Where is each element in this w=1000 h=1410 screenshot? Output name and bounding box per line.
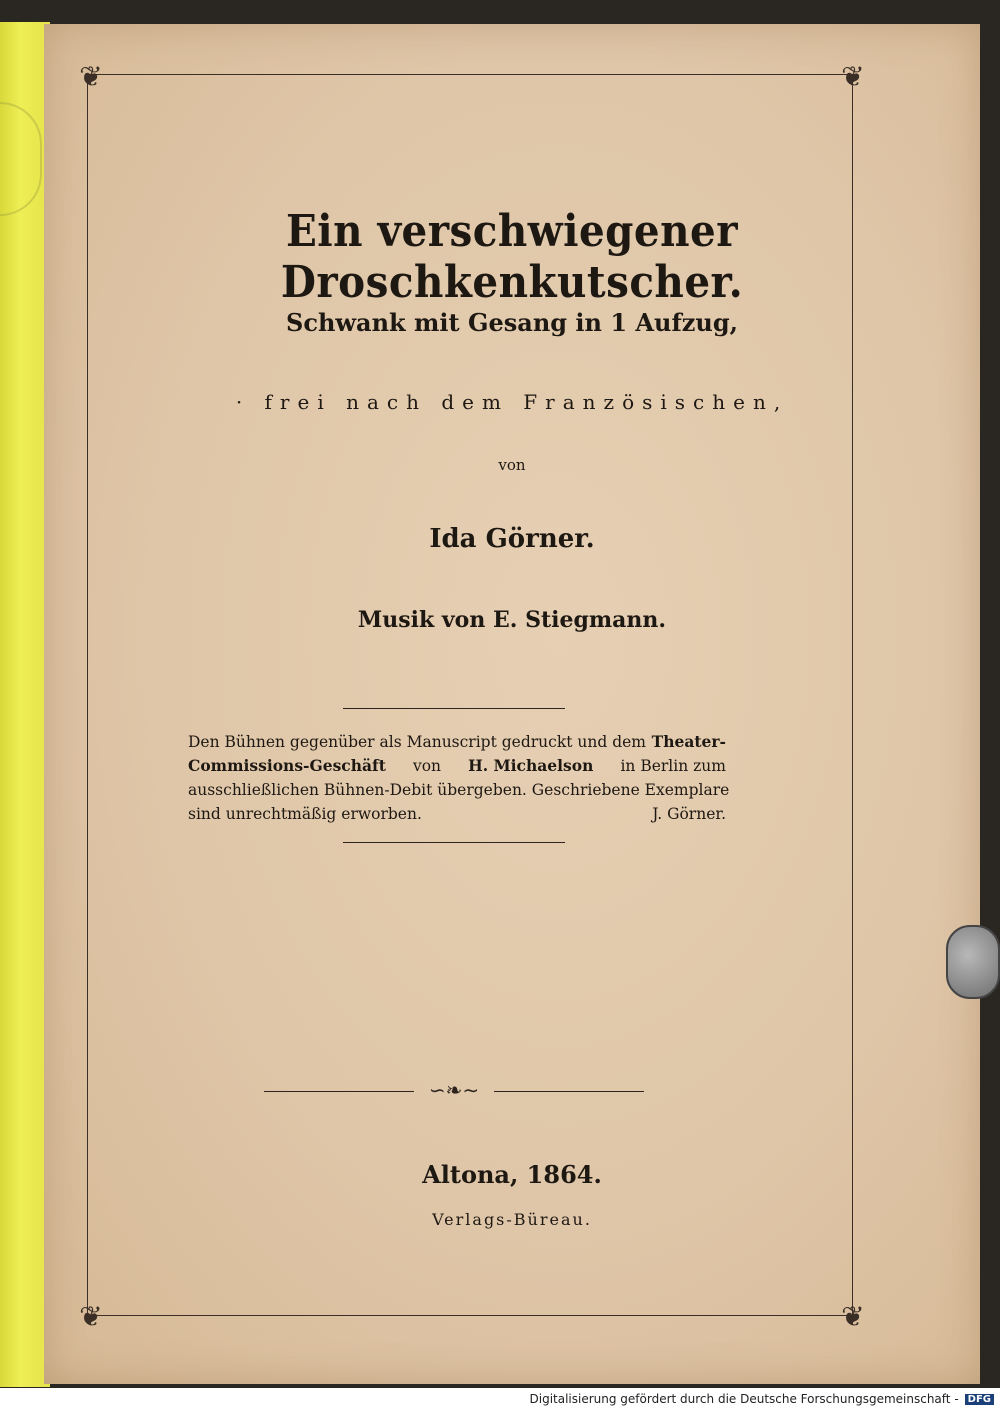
play-title: Ein verschwiegener Droschkenkutscher. bbox=[280, 206, 744, 308]
notice-text: Den Bühnen gegenüber als Manuscript gedruckt und dem bbox=[188, 733, 646, 751]
corner-ornament-icon: ❦ bbox=[841, 1300, 865, 1333]
rights-notice bbox=[188, 730, 730, 826]
notice-text: von bbox=[412, 757, 442, 775]
flourish-icon: ∽❧∼ bbox=[428, 1078, 480, 1102]
notice-line bbox=[188, 730, 726, 754]
notice-emphasis: H. Michaelson bbox=[468, 756, 594, 775]
notice-emphasis: Theater- bbox=[651, 732, 726, 751]
notice-line bbox=[188, 802, 726, 826]
play-subtitle: Schwank mit Gesang in 1 Aufzug, bbox=[286, 308, 738, 337]
ornamental-divider bbox=[264, 1078, 644, 1102]
corner-ornament-icon: ❦ bbox=[79, 60, 103, 93]
place-and-year: Altona, 1864. bbox=[422, 1160, 602, 1189]
page-tab-marker bbox=[946, 925, 1000, 999]
adaptation-note: · frei nach dem Französischen, bbox=[235, 390, 789, 414]
divider-bottom bbox=[343, 842, 565, 843]
music-credit: Musik von E. Stiegmann. bbox=[357, 607, 667, 633]
notice-text: ausschließlichen Bühnen-Debit übergeben. Geschriebene Exemplare bbox=[188, 781, 730, 799]
notice-line bbox=[188, 778, 730, 802]
title-page bbox=[44, 24, 980, 1384]
notice-text: in Berlin zum bbox=[620, 757, 726, 775]
notice-emphasis: Commissions-Geschäft bbox=[188, 756, 386, 775]
footer-credit: Digitalisierung gefördert durch die Deutsche Forschungsgemeinschaft - bbox=[529, 1392, 959, 1406]
notice-line bbox=[188, 754, 726, 778]
dfg-logo-icon: DFG bbox=[965, 1394, 994, 1405]
digitization-footer bbox=[0, 1388, 1000, 1410]
corner-ornament-icon: ❦ bbox=[841, 60, 865, 93]
corner-ornament-icon: ❦ bbox=[79, 1300, 103, 1333]
ornament-line-right bbox=[494, 1091, 644, 1092]
publisher: Verlags-Büreau. bbox=[432, 1210, 592, 1229]
divider-top bbox=[343, 708, 565, 709]
notice-signature: J. Görner. bbox=[652, 805, 726, 823]
ornament-line-left bbox=[264, 1091, 414, 1092]
notice-text: sind unrechtmäßig erworben. bbox=[188, 805, 422, 823]
yellow-cover-edge bbox=[0, 22, 50, 1387]
author-name: Ida Görner. bbox=[429, 524, 595, 554]
by-label: von bbox=[498, 456, 526, 474]
